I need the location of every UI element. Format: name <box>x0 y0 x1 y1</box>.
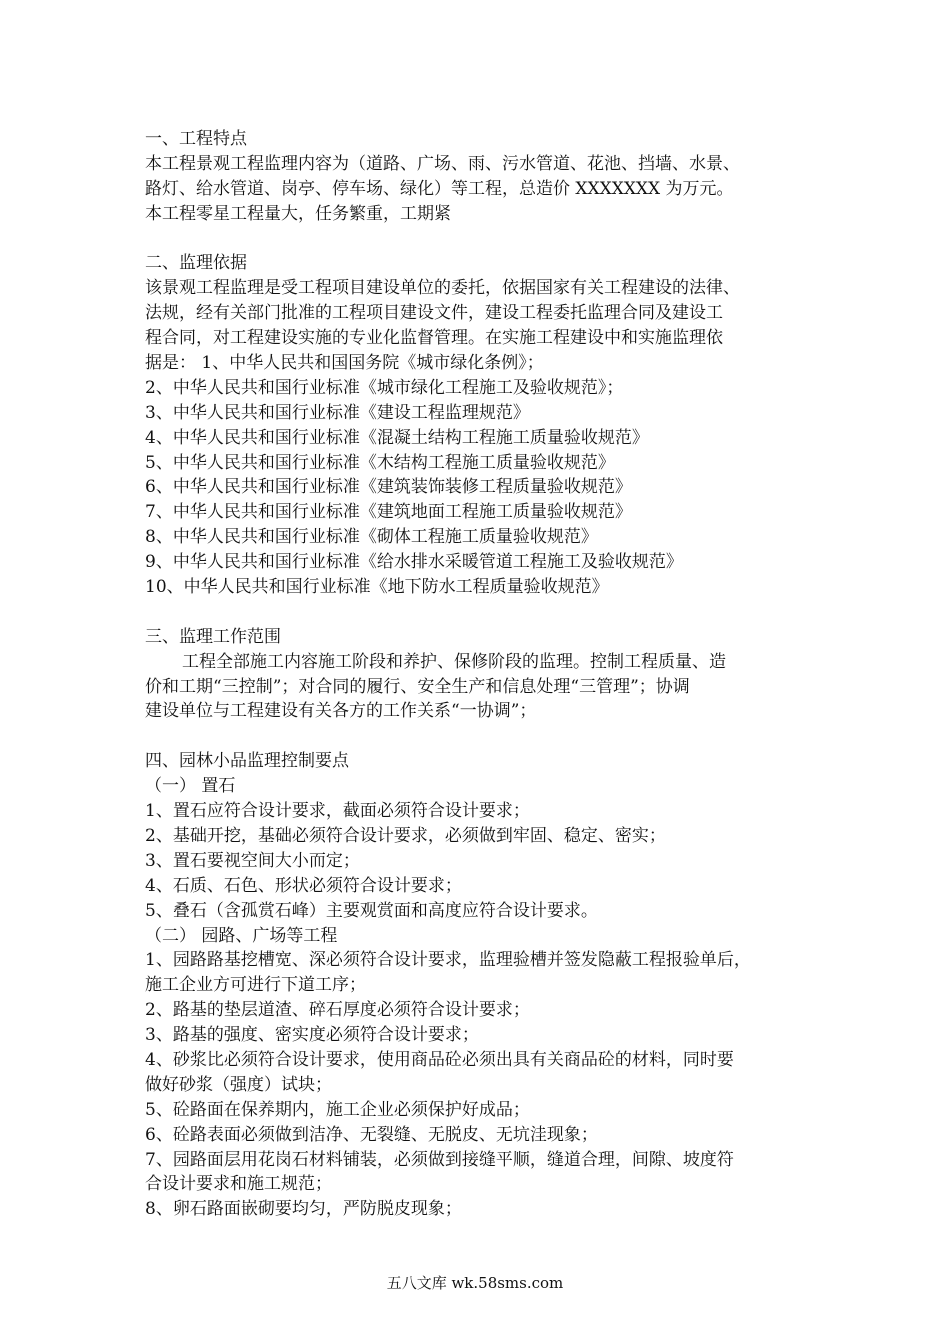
text-line: 3、路基的强度、密实度必须符合设计要求； <box>145 1025 479 1046</box>
text-line: 7、园路面层用花岗石材料铺装，必须做到接缝平顺，缝道合理，间隙、坡度符 <box>145 1149 734 1170</box>
text-line: 3、中华人民共和国行业标准《建设工程监理规范》 <box>145 402 530 423</box>
text-line: （二） 园路、广场等工程 <box>145 925 338 946</box>
text-line: 一、工程特点 <box>145 129 247 149</box>
text-line: 该景观工程监理是受工程项目建设单位的委托，依据国家有关工程建设的法律、 <box>145 278 740 299</box>
text-line: 施工企业方可进行下道工序； <box>145 975 366 996</box>
text-line: 工程全部施工内容施工阶段和养护、保修阶段的监理。控制工程质量、造 <box>182 651 726 672</box>
text-line: 二、监理依据 <box>145 253 247 274</box>
text-line: 6、中华人民共和国行业标准《建筑装饰装修工程质量验收规范》 <box>145 477 632 498</box>
text-line: 合设计要求和施工规范； <box>145 1174 332 1195</box>
text-line: 6、砼路表面必须做到洁净、无裂缝、无脱皮、无坑洼现象； <box>145 1124 598 1145</box>
footer-watermark: 五八文库 wk.58sms.com <box>386 1274 564 1292</box>
text-line: 程合同，对工程建设实施的专业化监督管理。在实施工程建设中和实施监理依 <box>145 328 723 349</box>
text-line: 做好砂浆（强度）试块； <box>145 1074 332 1095</box>
text-line: 4、中华人民共和国行业标准《混凝土结构工程施工质量验收规范》 <box>145 427 649 448</box>
text-line: 5、砼路面在保养期内，施工企业必须保护好成品； <box>145 1099 530 1120</box>
text-line: 4、砂浆比必须符合设计要求，使用商品砼必须出具有关商品砼的材料，同时要 <box>145 1049 734 1070</box>
text-line: 法规，经有关部门批准的工程项目建设文件，建设工程委托监理合同及建设工 <box>145 303 723 324</box>
text-line: 三、监理工作范围 <box>145 626 281 647</box>
blank-line <box>145 600 825 625</box>
document-body <box>145 127 825 1222</box>
text-line: 9、中华人民共和国行业标准《给水排水采暖管道工程施工及验收规范》 <box>145 552 683 573</box>
blank-line <box>145 227 825 252</box>
text-line: 路灯、给水管道、岗亭、停车场、绿化）等工程，总造价 XXXXXXX 为万元。 <box>145 178 734 199</box>
text-line: 7、中华人民共和国行业标准《建筑地面工程施工质量验收规范》 <box>145 502 632 523</box>
text-line: 10、中华人民共和国行业标准《地下防水工程质量验收规范》 <box>145 577 609 598</box>
text-line: 3、置石要视空间大小而定； <box>145 850 360 871</box>
text-line: 8、中华人民共和国行业标准《砌体工程施工质量验收规范》 <box>145 527 598 548</box>
text-line: 据是： 1、中华人民共和国国务院《城市绿化条例》； <box>145 353 544 374</box>
text-line: 本工程景观工程监理内容为（道路、广场、雨、污水管道、花池、挡墙、水景、 <box>145 153 740 174</box>
text-line: 2、路基的垫层道渣、碎石厚度必须符合设计要求； <box>145 1000 530 1021</box>
text-line: 5、叠石（含孤赏石峰）主要观赏面和高度应符合设计要求。 <box>145 900 598 921</box>
text-line: 2、中华人民共和国行业标准《城市绿化工程施工及验收规范》； <box>145 377 624 398</box>
text-line: 1、园路路基挖槽宽、深必须符合设计要求，监理验槽并签发隐蔽工程报验单后， <box>145 950 751 971</box>
blank-line <box>145 724 825 749</box>
text-line: 4、石质、石色、形状必须符合设计要求； <box>145 875 462 896</box>
text-line: 5、中华人民共和国行业标准《木结构工程施工质量验收规范》 <box>145 452 615 473</box>
text-line: 8、卵石路面嵌砌要均匀，严防脱皮现象； <box>145 1199 462 1220</box>
text-line: 价和工期“三控制”；对合同的履行、安全生产和信息处理“三管理”；协调 <box>145 676 690 697</box>
text-line: 本工程零星工程量大，任务繁重，工期紧 <box>145 203 451 224</box>
text-line: （一） 置石 <box>145 776 236 797</box>
text-line: 1、置石应符合设计要求，截面必须符合设计要求； <box>145 801 530 822</box>
text-line: 2、基础开挖，基础必须符合设计要求，必须做到牢固、稳定、密实； <box>145 825 666 846</box>
text-line: 建设单位与工程建设有关各方的工作关系“一协调”； <box>145 701 537 722</box>
text-line: 四、园林小品监理控制要点 <box>145 751 349 772</box>
